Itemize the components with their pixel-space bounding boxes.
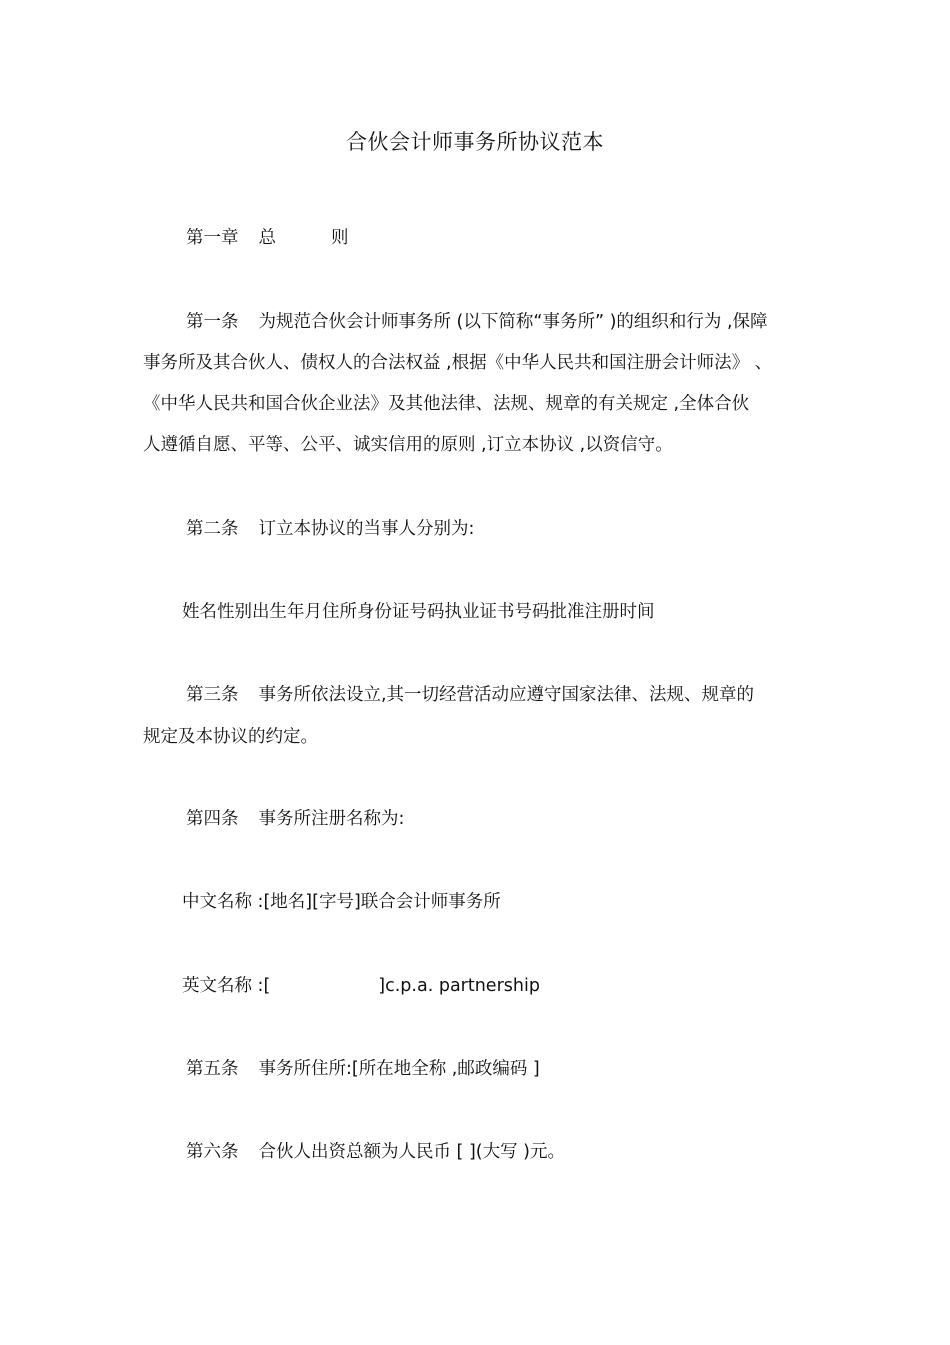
article3-label: 第三条: [186, 685, 239, 705]
article3-line2: 规定及本协议的约定。: [143, 727, 318, 747]
article6-label: 第六条: [186, 1142, 239, 1162]
english-name-suffix: ]c.p.a. partnership: [378, 976, 540, 996]
article6: [186, 1140, 565, 1164]
article1-line3: 《中华人民共和国合伙企业法》及其他法律、法规、规章的有关规定 ,全体合伙: [143, 394, 750, 414]
article6-text: 合伙人出资总额为人民币 [ ](大写 )元。: [258, 1142, 565, 1162]
english-name-prefix: 英文名称 :[: [182, 976, 271, 996]
article5-label: 第五条: [186, 1059, 239, 1079]
article5-text: 事务所住所:[所在地全称 ,邮政编码 ]: [258, 1059, 540, 1079]
chapter-label: 第一章: [186, 228, 239, 248]
chapter-heading: [186, 226, 349, 250]
article1-line4: 人遵循自愿、平等、公平、诚实信用的原则 ,订立本协议 ,以资信守。: [143, 435, 673, 455]
article4-label: 第四条: [186, 809, 239, 829]
article3-text-line1: 事务所依法设立,其一切经营活动应遵守国家法律、法规、规章的: [258, 685, 755, 705]
article4-text: 事务所注册名称为:: [258, 809, 405, 829]
article3-line1: [186, 683, 754, 707]
article1-line2: 事务所及其合伙人、债权人的合法权益 ,根据《中华人民共和国注册会计师法》 、: [143, 353, 773, 373]
chapter-name-part2: 则: [331, 228, 349, 248]
article2-text: 订立本协议的当事人分别为:: [258, 519, 475, 539]
article5: [186, 1057, 540, 1081]
english-name-line: [182, 974, 540, 998]
party-table-header: 姓名性别出生年月住所身份证号码执业证书号码批准注册时间: [182, 602, 655, 622]
article2-label: 第二条: [186, 519, 239, 539]
document-title: 合伙会计师事务所协议范本: [346, 130, 604, 154]
article1-label: 第一条: [186, 312, 239, 332]
chapter-name-part1: 总: [258, 228, 276, 248]
article1-line1: [186, 310, 768, 334]
chinese-name-line: 中文名称 :[地名][字号]联合会计师事务所: [182, 892, 501, 912]
article1-text-line1: 为规范合伙会计师事务所 (以下简称“事务所” )的组织和行为 ,保障: [258, 312, 768, 332]
article2: [186, 517, 474, 541]
article4: [186, 807, 404, 831]
